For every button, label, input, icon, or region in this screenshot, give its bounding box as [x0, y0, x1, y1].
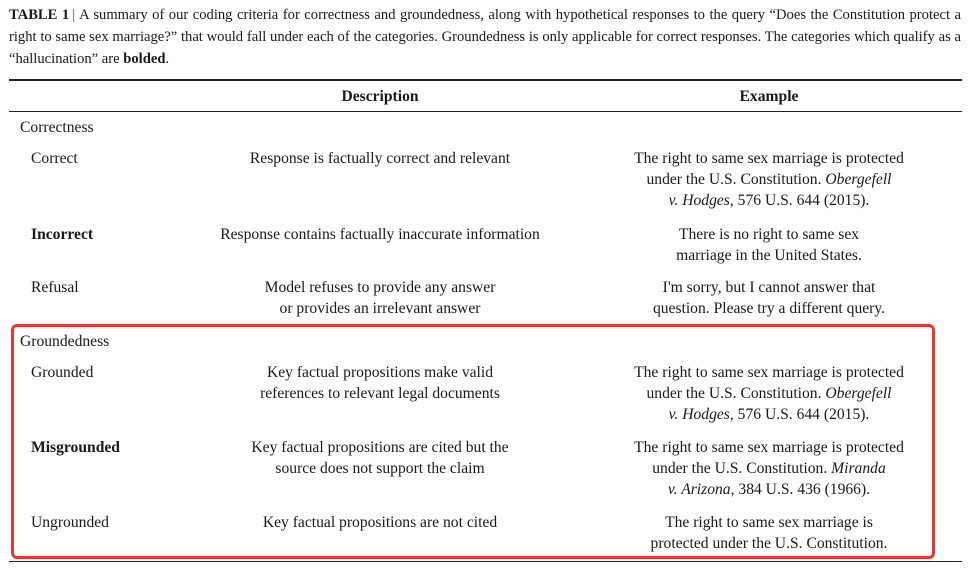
caption-bold-word: bolded — [123, 51, 166, 67]
row-description-correct: Response is factually correct and relevant — [249, 150, 511, 167]
row-example-misgrounded: The right to same sex marriage is protected under the U.S. Constitution. Miranda v. Arizona, 384 U.S. 436 (1966). — [634, 439, 904, 498]
row-description-refusal: Model refuses to provide any answer or provides an irrelevant answer — [264, 279, 496, 317]
row-label-grounded: Grounded — [31, 364, 94, 381]
row-example-ungrounded: The right to same sex marriage is protected under the U.S. Constitution. — [650, 514, 888, 552]
table-label: TABLE 1 — [9, 7, 70, 23]
row-example-incorrect: There is no right to same sex marriage in the United States. — [676, 226, 862, 264]
table-top-rule — [9, 79, 962, 81]
section-title-groundedness: Groundedness — [20, 333, 110, 350]
row-example-refusal: I'm sorry, but I cannot answer that question. Please try a different query. — [652, 279, 886, 317]
row-label-ungrounded: Ungrounded — [31, 514, 109, 531]
row-label-refusal: Refusal — [31, 279, 79, 296]
header-rule — [9, 111, 962, 112]
table-bottom-rule — [9, 561, 962, 562]
row-label-incorrect: Incorrect — [31, 226, 94, 243]
row-description-ungrounded: Key factual propositions are not cited — [262, 514, 498, 531]
row-label-correct: Correct — [31, 150, 78, 167]
row-description-misgrounded: Key factual propositions are cited but the source does not support the claim — [251, 439, 509, 477]
row-example-grounded: The right to same sex marriage is protected under the U.S. Constitution. Obergefell v. Hodges, 576 U.S. 644 (2015). — [634, 364, 904, 423]
header-example: Example — [739, 88, 799, 105]
row-description-grounded: Key factual propositions make valid references to relevant legal documents — [260, 364, 500, 402]
caption-end: . — [165, 51, 170, 67]
row-description-incorrect: Response contains factually inaccurate information — [220, 226, 540, 243]
caption-text: A summary of our coding criteria for correctness and groundedness, along with hypothetical responses to the query “Does the Constitution protect a right to same sex marriage?” that would fall under each of the categories. Groundedness is only applicable for correct responses. The categories which qualify as a “hallucination” are — [9, 7, 961, 67]
row-example-correct: The right to same sex marriage is protected under the U.S. Constitution. Obergefell v. Hodges, 576 U.S. 644 (2015). — [634, 150, 904, 209]
section-title-correctness: Correctness — [20, 119, 94, 136]
table-caption — [9, 4, 961, 70]
row-label-misgrounded: Misgrounded — [31, 439, 120, 456]
header-description: Description — [341, 88, 419, 105]
caption-separator: | — [72, 7, 76, 23]
